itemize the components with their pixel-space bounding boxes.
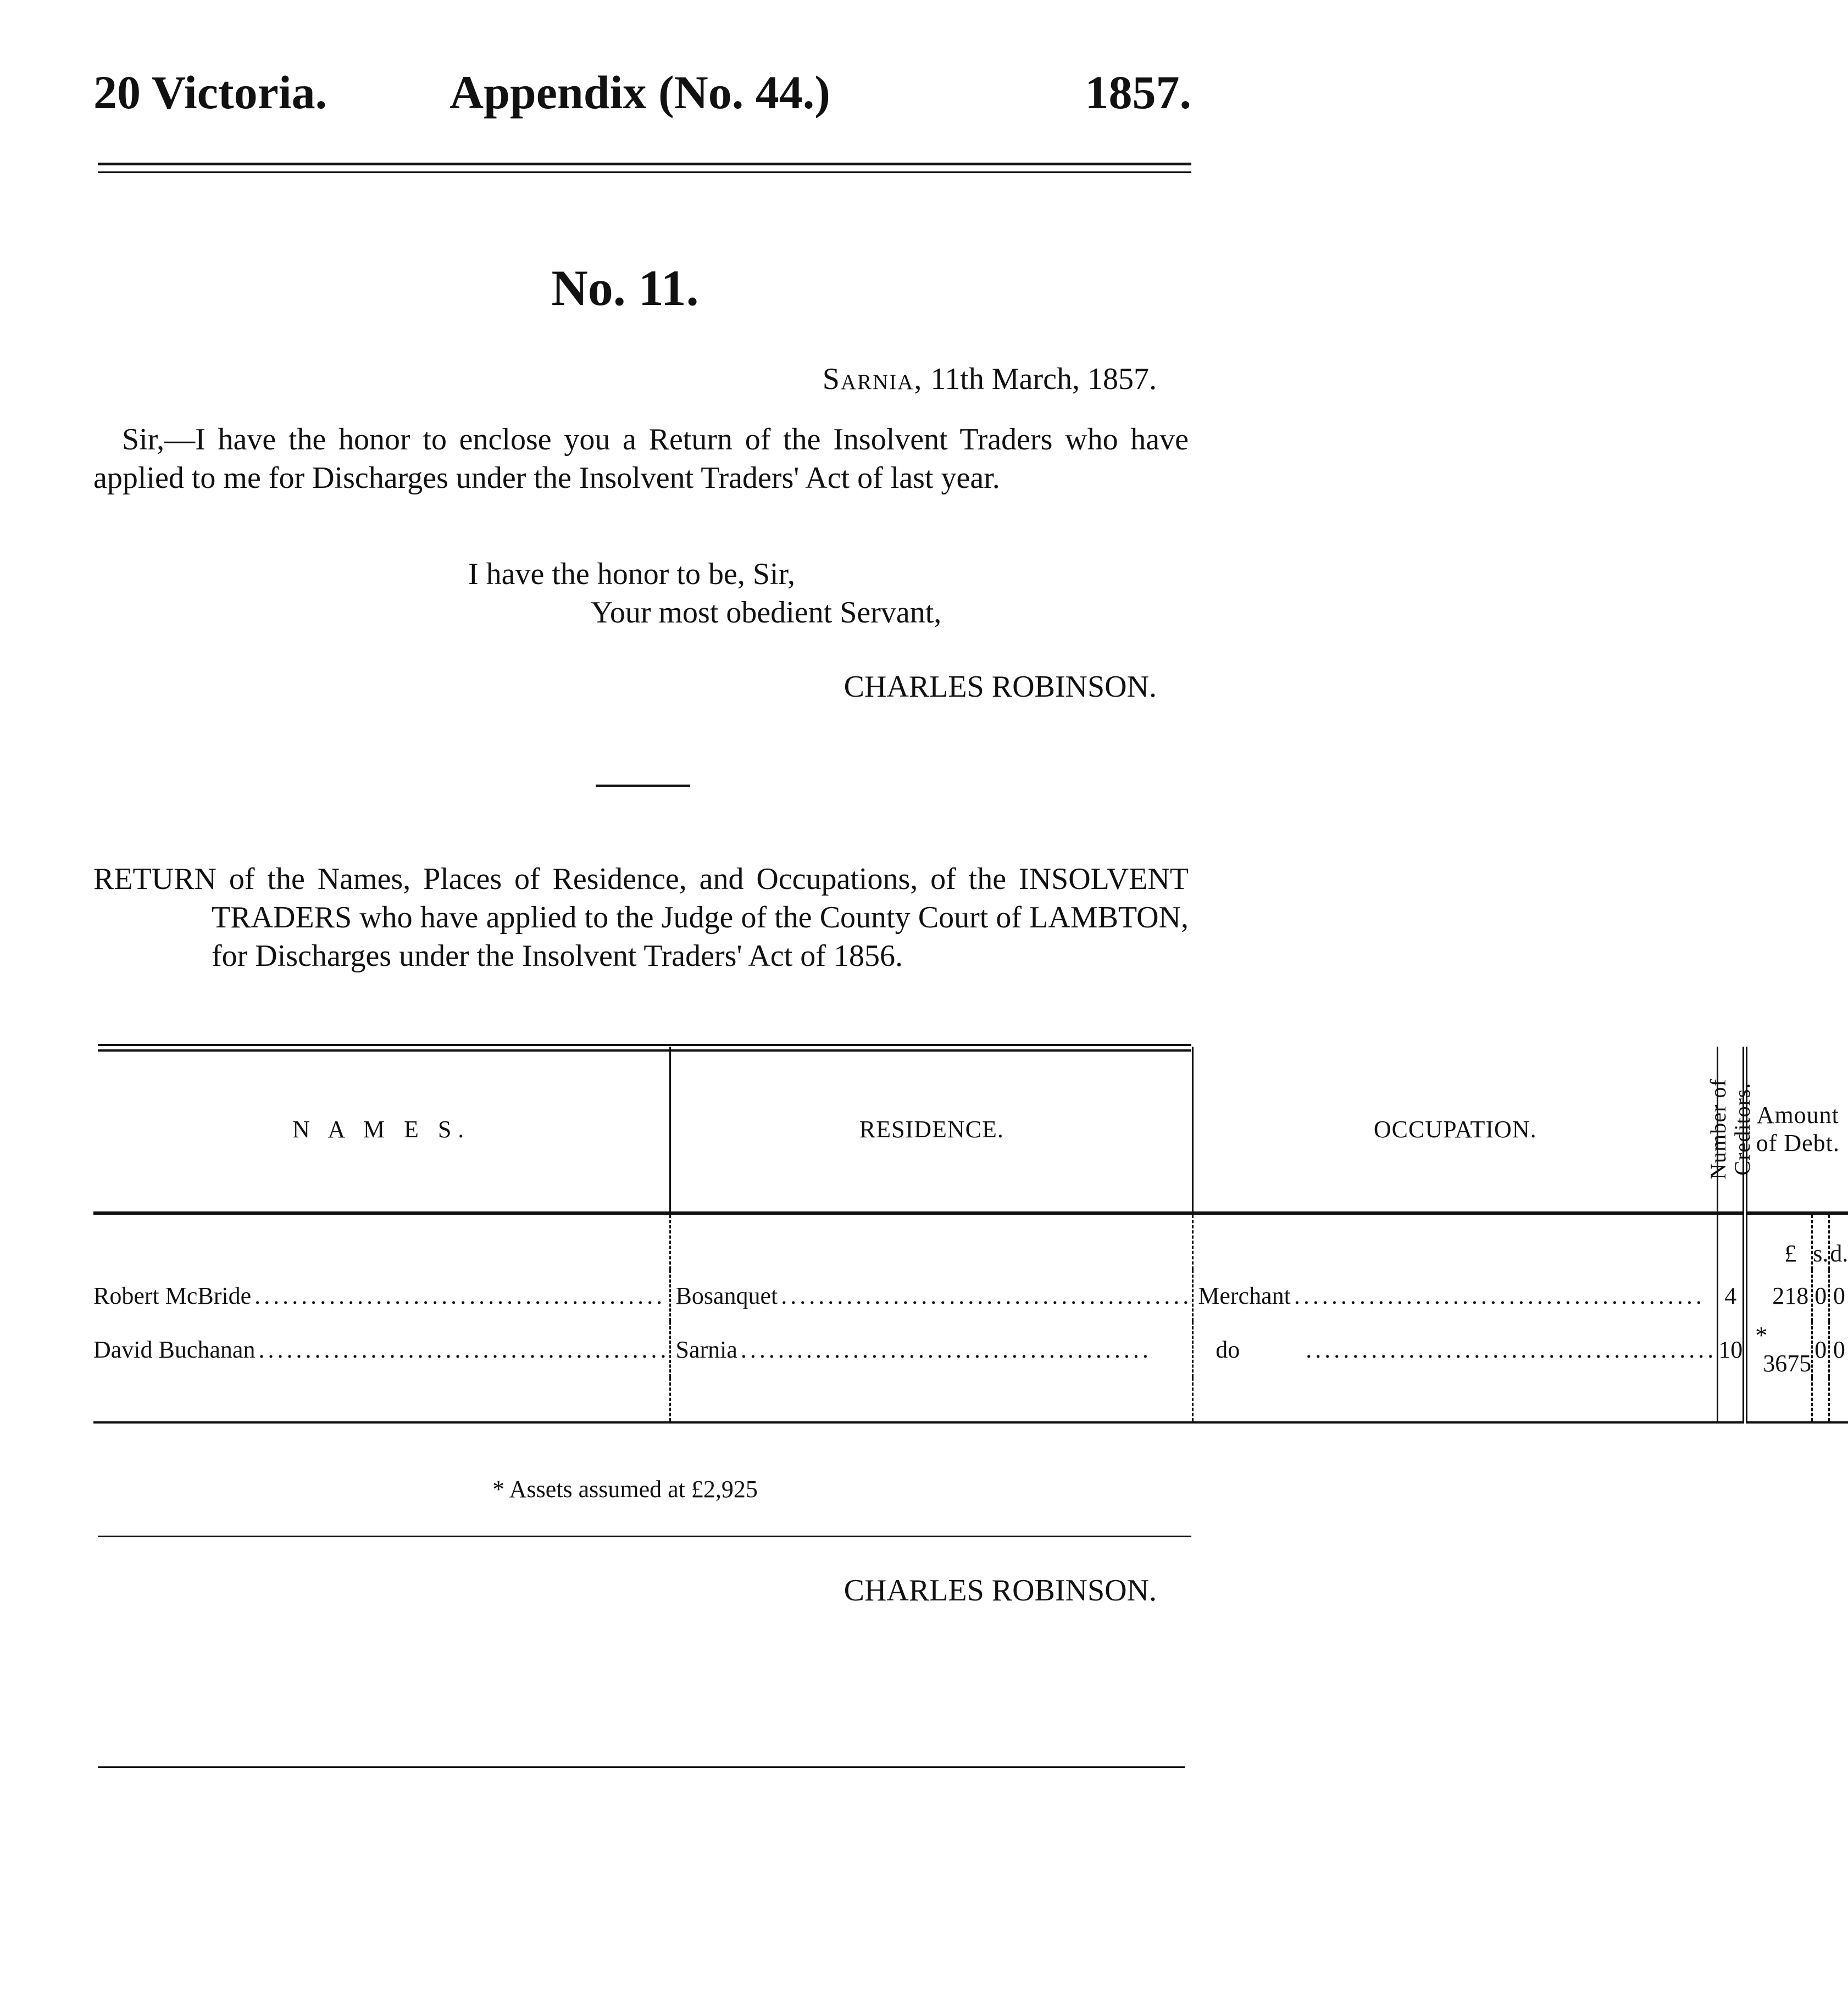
page-bottom-rule	[98, 1766, 1185, 1768]
letter-dateline	[823, 360, 1157, 398]
footnote-rule	[98, 1536, 1191, 1537]
row-pounds: 3675	[1763, 1350, 1812, 1377]
return-title-text: of the Names, Places of Residence, and Occupations, of the INSOLVENT TRADERS who have applied to the Judge of the County Court of LAMBTON, for Discharges under the Insolvent Traders' Act of 1856.	[212, 862, 1189, 973]
header-occupation: OCCUPATION.	[1193, 1047, 1718, 1213]
row-shillings: 0	[1812, 1321, 1829, 1377]
header-rule-bottom	[98, 171, 1191, 173]
row-name: Robert McBride	[93, 1282, 252, 1309]
final-signature: CHARLES ROBINSON.	[843, 1574, 1157, 1608]
return-title-lead: RETURN	[93, 862, 217, 896]
insolvent-traders-table	[93, 1047, 1848, 1424]
letter-date: 11th March, 1857.	[930, 362, 1157, 396]
row-pence: 0	[1829, 1270, 1848, 1321]
row-occupation: Merchant	[1198, 1282, 1291, 1309]
table-row: Robert McBride ............................................ Bosanquet ............................................ Merchant ............................................ 4 218 0 0	[93, 1270, 1848, 1321]
document-number: No. 11.	[551, 260, 699, 316]
subheader-shillings: s.	[1812, 1215, 1829, 1270]
letter-closing-2: Your most obedient Servant,	[591, 596, 942, 630]
header-volume: 20 Victoria.	[93, 66, 328, 119]
letter-place: Sarnia,	[822, 362, 923, 396]
row-occupation: do	[1216, 1336, 1240, 1363]
table-row: David Buchanan ............................................ Sarnia ............................................ do ............................................ 10 * 3675 0 0	[93, 1321, 1848, 1377]
table-bottom-spacer	[93, 1377, 1848, 1422]
table-header-row	[93, 1047, 1848, 1213]
return-title	[93, 860, 1189, 975]
letter-closing-1: I have the honor to be, Sir,	[468, 557, 795, 591]
header-rule-top	[98, 163, 1191, 165]
table-subheader-row	[93, 1215, 1848, 1270]
subheader-pence: d.	[1829, 1215, 1848, 1270]
footnote: * Assets assumed at £2,925	[492, 1476, 758, 1503]
row-creditors: 10	[1718, 1321, 1745, 1377]
row-shillings: 0	[1812, 1270, 1829, 1321]
row-residence: Bosanquet	[675, 1282, 778, 1309]
letter-body: Sir,—I have the honor to enclose you a Return of the Insolvent Traders who have applied to me for Discharges under the Insolvent Traders' Act of last year.	[93, 422, 1189, 495]
row-residence: Sarnia	[675, 1336, 737, 1363]
table-bottom-rule	[93, 1422, 1848, 1424]
row-creditors: 4	[1718, 1270, 1745, 1321]
header-creditors	[1706, 1047, 1755, 1213]
row-pence: 0	[1829, 1321, 1848, 1377]
header-creditors-label: Number of Creditors.	[1706, 1078, 1755, 1180]
row-name: David Buchanan	[93, 1336, 256, 1363]
table-rule-top-1	[98, 1044, 1191, 1046]
header-residence: RESIDENCE.	[670, 1047, 1193, 1213]
header-names: N A M E S.	[292, 1115, 471, 1143]
section-separator	[596, 785, 690, 787]
subheader-pounds: £	[1745, 1215, 1812, 1270]
header-year: 1857.	[1085, 66, 1191, 119]
row-pounds: 218	[1772, 1282, 1809, 1309]
header-appendix: Appendix (No. 44.)	[449, 66, 830, 119]
row-pounds-mark: *	[1755, 1322, 1768, 1349]
letter-signature: CHARLES ROBINSON.	[843, 670, 1157, 704]
header-debt: Amount of Debt.	[1745, 1047, 1848, 1213]
